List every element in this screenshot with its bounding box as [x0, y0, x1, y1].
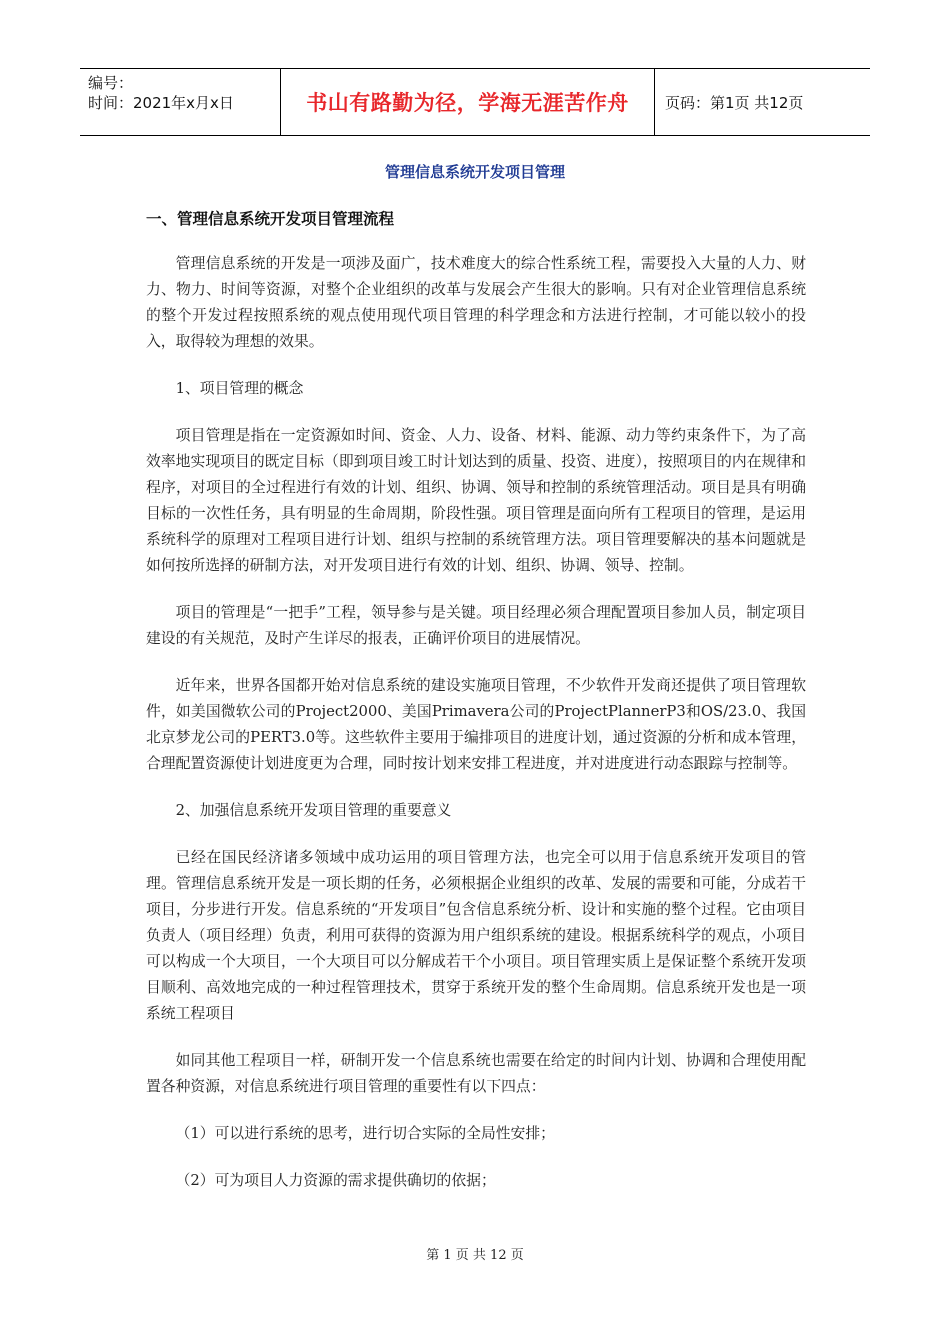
list-item: （1）可以进行系统的思考，进行切合实际的全局性安排； — [175, 1125, 555, 1142]
document-number-label: 编号： — [88, 74, 134, 92]
header-meta — [80, 69, 280, 135]
document-title: 管理信息系统开发项目管理 — [384, 163, 565, 181]
page-footer: 第 1 页 共 12 页 — [426, 1248, 524, 1263]
document-date: 时间：2021年x月x日 — [88, 94, 234, 112]
section-heading: 一、管理信息系统开发项目管理流程 — [146, 210, 395, 228]
header-page-info: 页码：第1页 共12页 — [665, 93, 804, 112]
header-motto: 书山有路勤为径，学海无涯苦作舟 — [280, 69, 655, 135]
paragraph: 已经在国民经济诸多领域中成功运用的项目管理方法，也完全可以用于信息系统开发项目的管理。管理信息系统开发是一项长期的任务，必须根据企业组织的改革、发展的需要和可能，分成若干项目，分步进行开发。信息系统的“开发项目”包含信息系统分析、设计和实施的整个过程。它由项目负责人（项目经理）负责，利用可获得的资源为用户组织系统的建设。根据系统科学的观点，小项目可以构成一个大项目，一个大项目可以分解成若干个小项目。项目管理实质上是保证整个系统开发项目顺利、高效地完成的一种过程管理技术，贯穿于系统开发的整个生命周期。信息系统开发也是一项系统工程项目 — [146, 849, 806, 1022]
subheading: 1、项目管理的概念 — [175, 380, 304, 397]
paragraph: 项目的管理是“一把手”工程，领导参与是关键。项目经理必须合理配置项目参加人员，制定项目建设的有关规范，及时产生详尽的报表，正确评价项目的进展情况。 — [146, 604, 806, 647]
paragraph: 如同其他工程项目一样，研制开发一个信息系统也需要在给定的时间内计划、协调和合理使用配置各种资源，对信息系统进行项目管理的重要性有以下四点： — [146, 1052, 806, 1095]
list-item: （2）可为项目人力资源的需求提供确切的依据； — [175, 1172, 496, 1189]
paragraph: 管理信息系统的开发是一项涉及面广，技术难度大的综合性系统工程，需要投入大量的人力、财力、物力、时间等资源，对整个企业组织的改革与发展会产生很大的影响。只有对企业管理信息系统的整个开发过程按照系统的观点使用现代项目管理的科学理念和方法进行控制，才可能以较小的投入，取得较为理想的效果。 — [146, 255, 806, 350]
subheading: 2、加强信息系统开发项目管理的重要意义 — [175, 802, 452, 819]
header-table — [80, 68, 870, 136]
document-body — [146, 251, 806, 1215]
paragraph: 近年来，世界各国都开始对信息系统的建设实施项目管理，不少软件开发商还提供了项目管理软件，如美国微软公司的Project2000、美国Primavera公司的ProjectPlannerP3和OS/23.0、我国北京梦龙公司的PERT3.0等。这些软件主要用于编排项目的进度计划，通过资源的分析和成本管理，合理配置资源使计划进度更为合理，同时按计划来安排工程进度，并对进度进行动态跟踪与控制等。 — [146, 677, 806, 772]
paragraph: 项目管理是指在一定资源如时间、资金、人力、设备、材料、能源、动力等约束条件下，为了高效率地实现项目的既定目标（即到项目竣工时计划达到的质量、投资、进度），按照项目的内在规律和程序，对项目的全过程进行有效的计划、组织、协调、领导和控制的系统管理活动。项目是具有明确目标的一次性任务，具有明显的生命周期，阶段性强。项目管理是面向所有工程项目的管理，是运用系统科学的原理对工程项目进行计划、组织与控制的系统管理方法。项目管理要解决的基本问题就是如何按所选择的研制方法，对开发项目进行有效的计划、组织、协调、领导、控制。 — [146, 427, 806, 574]
